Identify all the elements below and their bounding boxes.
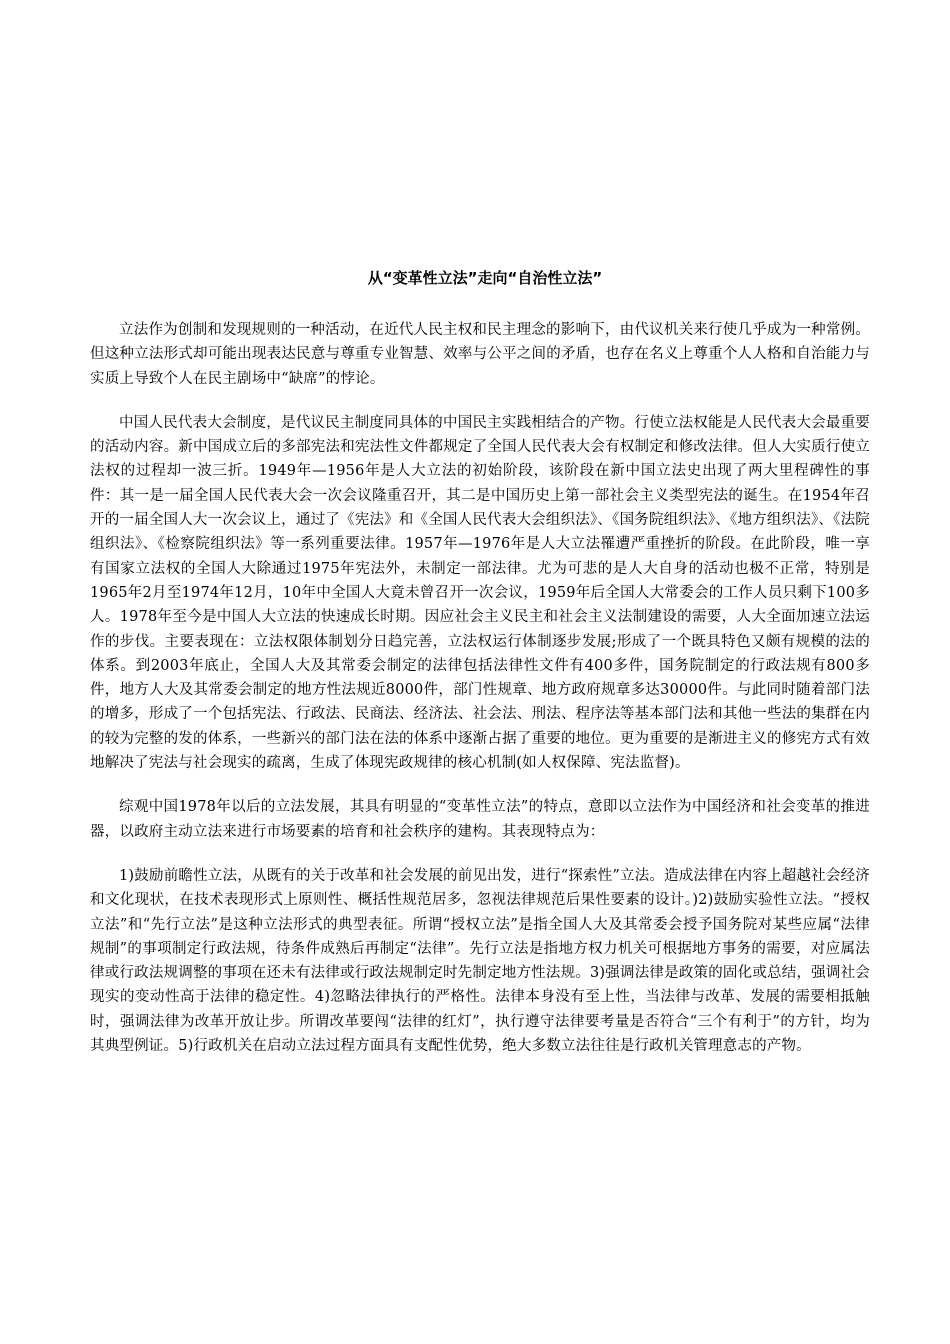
paragraph-features: 1)鼓励前瞻性立法，从既有的关于改革和社会发展的前见出发，进行“探索性”立法。造成法律在内容上超越社会经济和文化现状，在技术表现形式上原则性、概括性规范居多，忽视法律规范后果性要素的设计。)2)鼓励实验性立法。“授权立法”和“先行立法”是这种立法形式的典型表征。所谓“授权立法”是指全国人大及其常委会授予国务院对某些应属“法律规制”的事项制定行政法规，待条件成熟后再制定“法律”。先行立法是指地方权力机关可根据地方事务的需要，对应属法律或行政法规调整的事项在还未有法律或行政法规制定时先制定地方性法规。3)强调法律是政策的固化或总结，强调社会现实的变动性高于法律的稳定性。4)忽略法律执行的严格性。法律本身没有至上性，当法律与改革、发展的需要相抵触时，强调法律为改革开放让步。所谓改革要闯“法律的红灯”，执行遵守法律要考量是否符合“三个有利于”的方针，均为其典型例证。5)行政机关在启动立法过程方面具有支配性优势，绝大多数立法往往是行政机关管理意志的产物。	[90, 867, 870, 1055]
document-title: 从“变革性立法”走向“自治性立法”	[367, 269, 603, 287]
paragraph-npc-history: 中国人民代表大会制度，是代议民主制度同具体的中国民主实践相结合的产物。行使立法权能是人民代表大会最重要的活动内容。新中国成立后的多部宪法和宪法性文件都规定了全国人民代表大会有权制定和修改法律。但人大实质行使立法权的过程却一波三折。1949年—1956年是人大立法的初始阶段，该阶段在新中国立法史出现了两大里程碑性的事件：其一是一届全国人民代表大会一次会议隆重召开，其二是中国历史上第一部社会主义类型宪法的诞生。在1954年召开的一届全国人大一次会议上，通过了《宪法》和《全国人民代表大会组织法》、《国务院组织法》、《地方组织法》、《法院组织法》、《检察院组织法》等一系列重要法律。1957年—1976年是人大立法罹遭严重挫折的阶段。在此阶段，唯一享有国家立法权的全国人大除通过1975年宪法外，未制定一部法律。尤为可悲的是人大自身的活动也极不正常，特别是1965年2月至1974年12月，10年中全国人大竟未曾召开一次会议，1959年后全国人大常委会的工作人员只剩下100多人。1978年至今是中国人大立法的快速成长时期。因应社会主义民主和社会主义法制建设的需要，人大全面加速立法运作的步伐。主要表现在：立法权限体制划分日趋完善，立法权运行体制逐步发展;形成了一个既具特色又颇有规模的法的体系。到2003年底止，全国人大及其常委会制定的法律包括法律性文件有400多件，国务院制定的行政法规有800多件，地方人大及其常委会制定的地方性法规近8000件，部门性规章、地方政府规章多达30000件。与此同时随着部门法的增多，形成了一个包括宪法、行政法、民商法、经济法、社会法、刑法、程序法等基本部门法和其他一些法的集群在内的较为完整的发的体系，一些新兴的部门法在法的体系中逐渐占据了重要的地位。更为重要的是渐进主义的修宪方式有效地解决了宪法与社会现实的疏离，生成了体现宪政规律的核心机制(如人权保障、宪法监督)。	[90, 414, 870, 772]
paragraph-intro: 立法作为创制和发现规则的一种活动，在近代人民主权和民主理念的影响下，由代议机关来行使几乎成为一种常例。但这种立法形式却可能出现表达民意与尊重专业智慧、效率与公平之间的矛盾，也存在名义上尊重个人人格和自治能力与实质上导致个人在民主剧场中“缺席”的悖论。	[90, 322, 870, 387]
paragraph-overview: 综观中国1978年以后的立法发展，其具有明显的“变革性立法”的特点，意即以立法作为中国经济和社会变革的推进器，以政府主动立法来进行市场要素的培育和社会秩序的建构。其表现特点为：	[90, 799, 870, 840]
document-page	[90, 266, 870, 1078]
